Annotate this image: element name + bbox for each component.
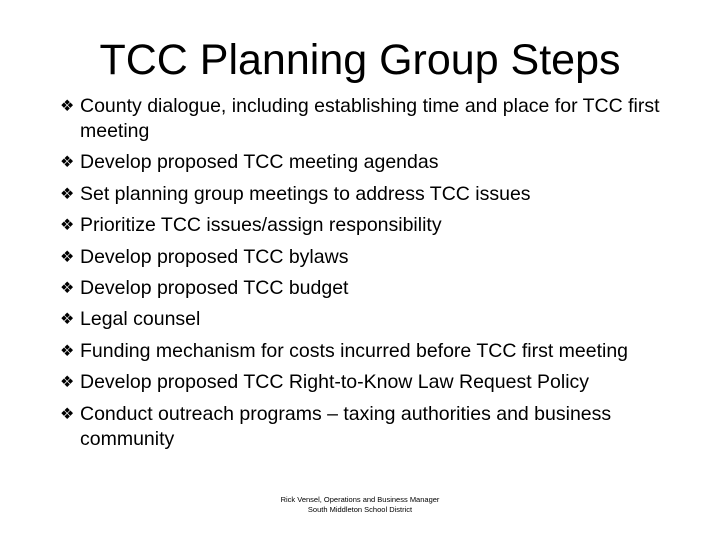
- bullet-text: Legal counsel: [80, 308, 201, 331]
- bullet-item: [60, 370, 700, 395]
- bullet-item: [60, 213, 700, 238]
- bullet-item: [60, 182, 700, 207]
- bullet-text: Develop proposed TCC bylaws: [80, 245, 349, 268]
- slide-title: TCC Planning Group Steps: [99, 36, 621, 84]
- bullet-item: [60, 339, 700, 364]
- footer-organization: South Middleton School District: [307, 505, 413, 514]
- bullet-text: Set planning group meetings to address TCC issues: [80, 182, 531, 205]
- bullet-text: Develop proposed TCC Right-to-Know Law Request Policy: [80, 371, 590, 394]
- diamond-bullet-icon: ❖: [60, 405, 75, 423]
- diamond-bullet-icon: ❖: [60, 98, 75, 115]
- diamond-bullet-icon: ❖: [60, 217, 75, 235]
- bullet-item: [60, 150, 700, 175]
- diamond-bullet-icon: ❖: [60, 342, 75, 360]
- diamond-bullet-icon: ❖: [60, 311, 75, 329]
- bullet-item: [60, 307, 700, 332]
- bullet-text: Funding mechanism for costs incurred before TCC first meeting: [80, 339, 629, 362]
- diamond-bullet-icon: ❖: [60, 185, 75, 203]
- bullet-text: Develop proposed TCC budget: [80, 276, 349, 299]
- bullet-list: [60, 94, 700, 458]
- bullet-text: Conduct outreach programs – taxing authorities and business community: [80, 402, 612, 450]
- diamond-bullet-icon: ❖: [60, 154, 75, 172]
- bullet-text: Prioritize TCC issues/assign responsibility: [80, 214, 442, 237]
- diamond-bullet-icon: ❖: [60, 279, 75, 297]
- diamond-bullet-icon: ❖: [60, 248, 75, 266]
- footer: [0, 495, 720, 515]
- bullet-item: [60, 402, 700, 452]
- bullet-item: [60, 245, 700, 270]
- footer-author: Rick Vensel, Operations and Business Manager: [280, 495, 440, 504]
- bullet-item: [60, 94, 700, 144]
- diamond-bullet-icon: ❖: [60, 374, 75, 392]
- bullet-text: Develop proposed TCC meeting agendas: [80, 151, 439, 174]
- bullet-text: County dialogue, including establishing time and place for TCC first meeting: [80, 95, 660, 142]
- bullet-item: [60, 276, 700, 301]
